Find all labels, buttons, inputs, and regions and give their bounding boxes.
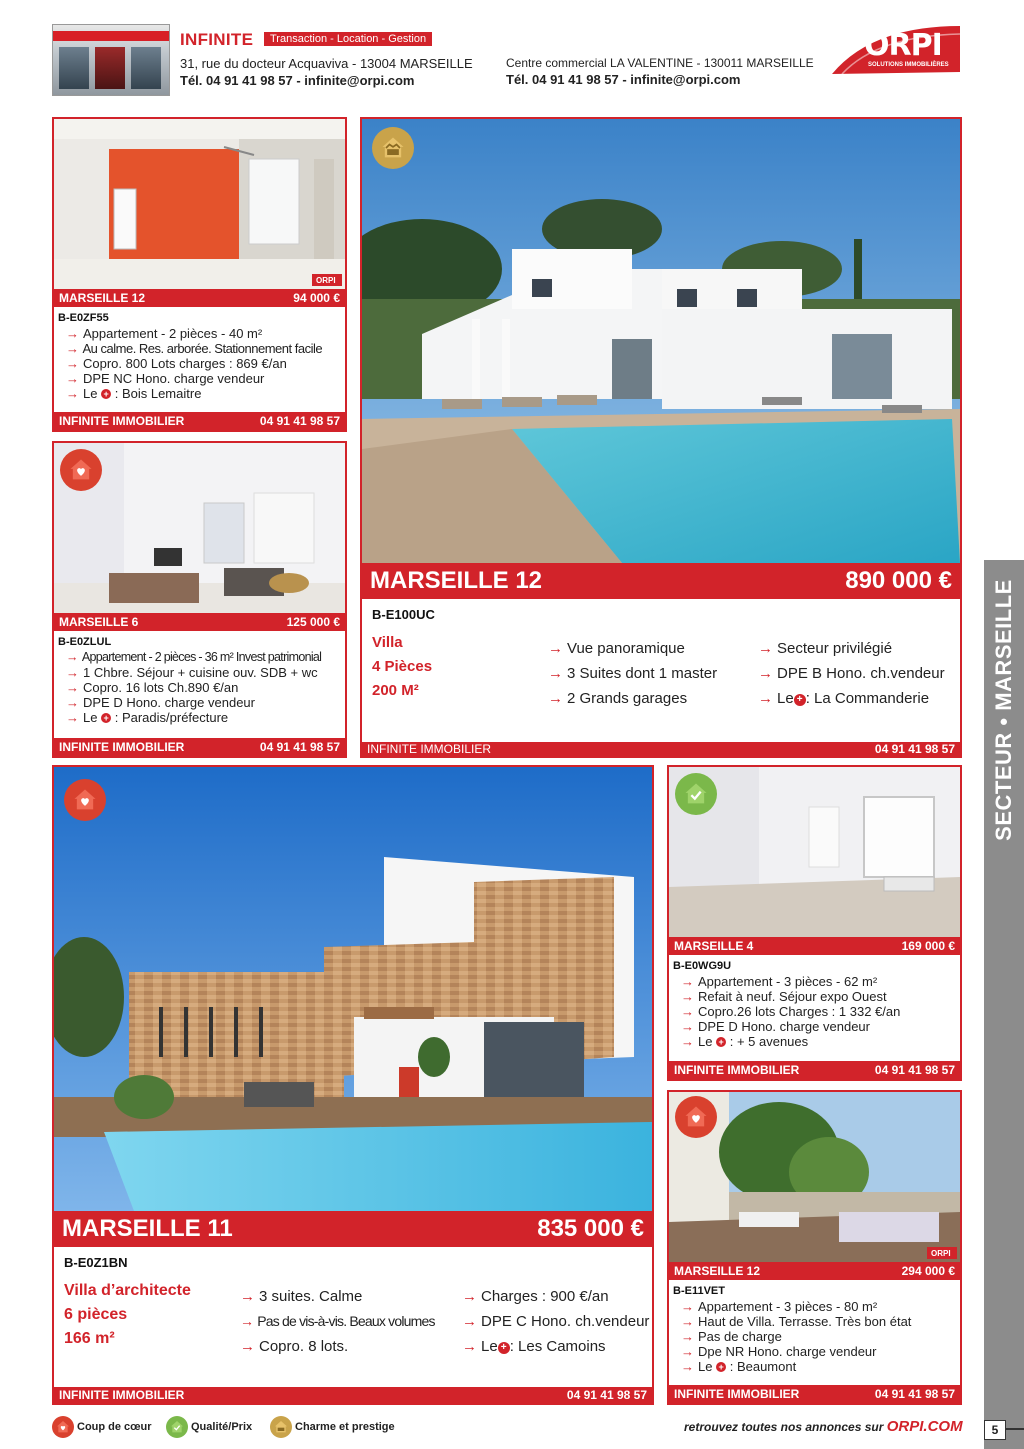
listing-photo [54, 119, 345, 289]
property-area: 166 m² [64, 1330, 115, 1347]
property-rooms: 6 pièces [64, 1306, 128, 1323]
feature-item: → 2 Grands garages [548, 690, 688, 707]
listing-header-bar [54, 289, 345, 307]
listing-ref: B-E100UC [372, 607, 435, 622]
orpi-link[interactable]: ORPI.COM [886, 1418, 963, 1435]
listing-footer-bar [54, 738, 345, 756]
feature-item: → Haut de Villa. Terrasse. Très bon état [681, 1314, 912, 1329]
agency-tagline: Transaction - Location - Gestion [264, 32, 432, 46]
listing-header-bar [669, 937, 960, 955]
arrow-icon: → [681, 1019, 694, 1034]
plus-icon: + [794, 694, 806, 706]
agency-name: INFINITE [180, 30, 254, 49]
feature-item: → Appartement - 2 pièces - 40 m² [66, 326, 263, 341]
listing-price: 94 000 € [293, 291, 340, 305]
listing-features-col2 [758, 636, 945, 711]
arrow-icon: → [681, 1359, 694, 1374]
listing-city: MARSEILLE 12 [674, 1264, 761, 1278]
photo-tag: ORPI [931, 1249, 951, 1258]
listing-features [681, 974, 957, 1049]
listing-price: 169 000 € [901, 939, 955, 953]
arrow-icon: → [758, 640, 773, 657]
agency-label: INFINITE IMMOBILIER [367, 742, 492, 756]
listing-city: MARSEILLE 12 [59, 291, 146, 305]
listing-features-col1 [240, 1284, 435, 1359]
arrow-icon: → [462, 1338, 477, 1355]
listing-photo [362, 119, 960, 563]
charme-prestige-icon [270, 1416, 292, 1438]
photo-tag: ORPI [316, 276, 336, 285]
property-type: Villa [372, 634, 403, 651]
feature-item: → Le + : Les Camoins [462, 1338, 606, 1355]
plus-icon: + [101, 389, 111, 399]
agency-phone[interactable]: 04 91 41 98 57 [566, 1388, 647, 1402]
address-block-2 [506, 56, 814, 87]
agency-phone[interactable]: 04 91 41 98 57 [259, 414, 340, 428]
feature-item: → Le + : Beaumont [681, 1359, 797, 1374]
feature-item: → Dpe NR Hono. charge vendeur [681, 1344, 877, 1359]
feature-item: → Copro. 8 lots. [240, 1338, 349, 1355]
listing-card[interactable] [52, 441, 347, 758]
feature-item: → Le + : Paradis/préfecture [66, 710, 229, 725]
feature-item: → DPE D Hono. charge vendeur [66, 695, 255, 710]
sector-label: SECTEUR • MARSEILLE [991, 579, 1016, 841]
arrow-icon: → [462, 1313, 477, 1330]
qualite-prix-icon [166, 1416, 188, 1438]
arrow-icon: → [66, 326, 79, 341]
arrow-icon: → [66, 695, 79, 710]
address-line: Centre commercial LA VALENTINE - 130011 MARSEILLE [506, 56, 814, 70]
listing-footer-bar [669, 1385, 960, 1403]
listing-price: 890 000 € [845, 567, 952, 594]
arrow-icon: → [66, 371, 79, 386]
feature-item: → DPE B Hono. ch.vendeur [758, 665, 945, 682]
arrow-icon: → [66, 710, 79, 725]
listing-ref: B-E0ZF55 [58, 312, 109, 324]
charme-prestige-icon [372, 127, 414, 169]
listing-price: 835 000 € [537, 1215, 644, 1242]
coup-de-coeur-icon [60, 449, 102, 491]
listing-card-featured[interactable] [360, 117, 962, 758]
arrow-icon: → [681, 1299, 694, 1314]
listing-header-bar [669, 1262, 960, 1280]
arrow-icon: → [240, 1288, 255, 1305]
listing-features [66, 650, 342, 725]
listing-footer-bar [669, 1061, 960, 1079]
agency-phone[interactable]: 04 91 41 98 57 [259, 740, 340, 754]
property-area: 200 M² [372, 682, 419, 699]
feature-item: → Au calme. Res. arborée. Stationnement facile [66, 341, 323, 356]
feature-item: → Appartement - 2 pièces - 36 m² Invest patrimonial [66, 650, 322, 664]
listing-header-bar [54, 1211, 652, 1247]
listing-price: 125 000 € [286, 615, 340, 629]
logo-subtext: SOLUTIONS IMMOBILIÈRES [868, 62, 949, 68]
coup-de-coeur-icon [64, 779, 106, 821]
listing-ref: B-E11VET [673, 1285, 725, 1297]
arrow-icon: → [66, 680, 79, 695]
arrow-icon: → [758, 665, 773, 682]
feature-item: → Le + : Bois Lemaitre [66, 386, 202, 401]
arrow-icon: → [66, 341, 79, 356]
arrow-icon: → [548, 640, 563, 657]
arrow-icon: → [681, 1004, 694, 1019]
listing-city: MARSEILLE 4 [674, 939, 754, 953]
listing-features-col2 [462, 1284, 649, 1359]
feature-item: → Vue panoramique [548, 640, 685, 657]
feature-item: → DPE D Hono. charge vendeur [681, 1019, 870, 1034]
listing-card[interactable] [667, 1090, 962, 1405]
listing-features [681, 1299, 957, 1374]
logo-text: ORPI [864, 28, 942, 63]
contact-line: Tél. 04 91 41 98 57 - infinite@orpi.com [506, 72, 741, 87]
agency-phone[interactable]: 04 91 41 98 57 [874, 1387, 955, 1401]
coup-de-coeur-icon [675, 1096, 717, 1138]
feature-item: → Refait à neuf. Séjour expo Ouest [681, 989, 887, 1004]
feature-item: → Appartement - 3 pièces - 80 m² [681, 1299, 878, 1314]
feature-item: → Copro. 800 Lots charges : 869 €/an [66, 356, 287, 371]
legend-coup-de-coeur: Coup de cœur [52, 1416, 152, 1438]
feature-item: → Pas de charge [681, 1329, 782, 1344]
agency-label: INFINITE IMMOBILIER [674, 1063, 800, 1077]
arrow-icon: → [681, 1314, 694, 1329]
arrow-icon: → [681, 1344, 694, 1359]
property-rooms: 4 Pièces [372, 658, 433, 675]
arrow-icon: → [66, 665, 79, 680]
arrow-icon: → [681, 1034, 694, 1049]
page-number: 5 [984, 1420, 1006, 1440]
address-block-1 [180, 56, 473, 88]
listing-city: MARSEILLE 6 [59, 615, 139, 629]
listing-features [66, 326, 342, 401]
listing-city: MARSEILLE 11 [62, 1215, 233, 1242]
listing-photo [54, 767, 652, 1211]
agency-label: INFINITE IMMOBILIER [59, 740, 185, 754]
agency-label: INFINITE IMMOBILIER [59, 1388, 185, 1402]
arrow-icon: → [758, 690, 773, 707]
property-type: Villa d’architecte [64, 1282, 191, 1299]
arrow-icon: → [66, 650, 78, 664]
listing-ref: B-E0ZLUL [58, 636, 112, 648]
listing-card[interactable] [52, 117, 347, 432]
listing-footer-bar [54, 1387, 652, 1403]
listing-footer-bar [362, 742, 960, 756]
agency-phone[interactable]: 04 91 41 98 57 [874, 742, 955, 756]
orpi-logo [832, 24, 962, 74]
feature-item: → Copro.26 lots Charges : 1 332 €/an [681, 1004, 901, 1019]
arrow-icon: → [240, 1338, 255, 1355]
legend-qualite-prix: Qualité/Prix [166, 1416, 252, 1438]
listing-type [64, 1279, 191, 1351]
arrow-icon: → [66, 386, 79, 401]
arrow-icon: → [240, 1313, 254, 1329]
footer-website[interactable]: retrouvez toutes nos annonces sur ORPI.COM [684, 1418, 963, 1435]
arrow-icon: → [548, 665, 563, 682]
arrow-icon: → [548, 690, 563, 707]
listing-card-featured[interactable] [52, 765, 654, 1405]
feature-item: → Secteur privilégié [758, 640, 893, 657]
agency-label: INFINITE IMMOBILIER [674, 1387, 800, 1401]
feature-item: → Le + : + 5 avenues [681, 1034, 809, 1049]
listing-header-bar [362, 563, 960, 599]
arrow-icon: → [681, 974, 694, 989]
plus-icon: + [498, 1342, 510, 1354]
listing-card[interactable] [667, 765, 962, 1081]
feature-item: → Copro. 16 lots Ch.890 €/an [66, 680, 239, 695]
address-line: 31, rue du docteur Acquaviva - 13004 MARSEILLE [180, 56, 473, 71]
arrow-icon: → [462, 1288, 477, 1305]
listing-ref: B-E0WG9U [673, 960, 732, 972]
agency-label: INFINITE IMMOBILIER [59, 414, 185, 428]
arrow-icon: → [681, 989, 694, 1004]
listing-features-col1 [548, 636, 717, 711]
feature-item: → Charges : 900 €/an [462, 1288, 609, 1305]
coup-de-coeur-icon [52, 1416, 74, 1438]
plus-icon: + [101, 713, 111, 723]
legend-charme-prestige: Charme et prestige [270, 1416, 395, 1438]
feature-item: → 3 suites. Calme [240, 1288, 363, 1305]
feature-item: → Le + : La Commanderie [758, 690, 930, 707]
listing-price: 294 000 € [901, 1264, 955, 1278]
feature-item: → DPE C Hono. ch.vendeur [462, 1313, 650, 1330]
arrow-icon: → [66, 356, 79, 371]
listing-header-bar [54, 613, 345, 631]
listing-ref: B-E0Z1BN [64, 1255, 128, 1270]
arrow-icon: → [681, 1329, 694, 1344]
feature-item: → 1 Chbre. Séjour + cuisine ouv. SDB + wc [66, 665, 318, 680]
feature-item: → Appartement - 3 pièces - 62 m² [681, 974, 878, 989]
qualite-prix-icon [675, 773, 717, 815]
feature-item: → DPE NC Hono. charge vendeur [66, 371, 265, 386]
agency-phone[interactable]: 04 91 41 98 57 [874, 1063, 955, 1077]
listing-city: MARSEILLE 12 [370, 567, 543, 594]
agency-storefront-photo [52, 24, 170, 96]
feature-item: → Pas de vis-à-vis. Beaux volumes [240, 1313, 435, 1329]
page-rule [1006, 1428, 1024, 1430]
plus-icon: + [716, 1362, 726, 1372]
plus-icon: + [716, 1037, 726, 1047]
feature-item: → 3 Suites dont 1 master [548, 665, 718, 682]
listing-footer-bar [54, 412, 345, 430]
listing-type [372, 631, 432, 703]
contact-line: Tél. 04 91 41 98 57 - infinite@orpi.com [180, 73, 415, 88]
